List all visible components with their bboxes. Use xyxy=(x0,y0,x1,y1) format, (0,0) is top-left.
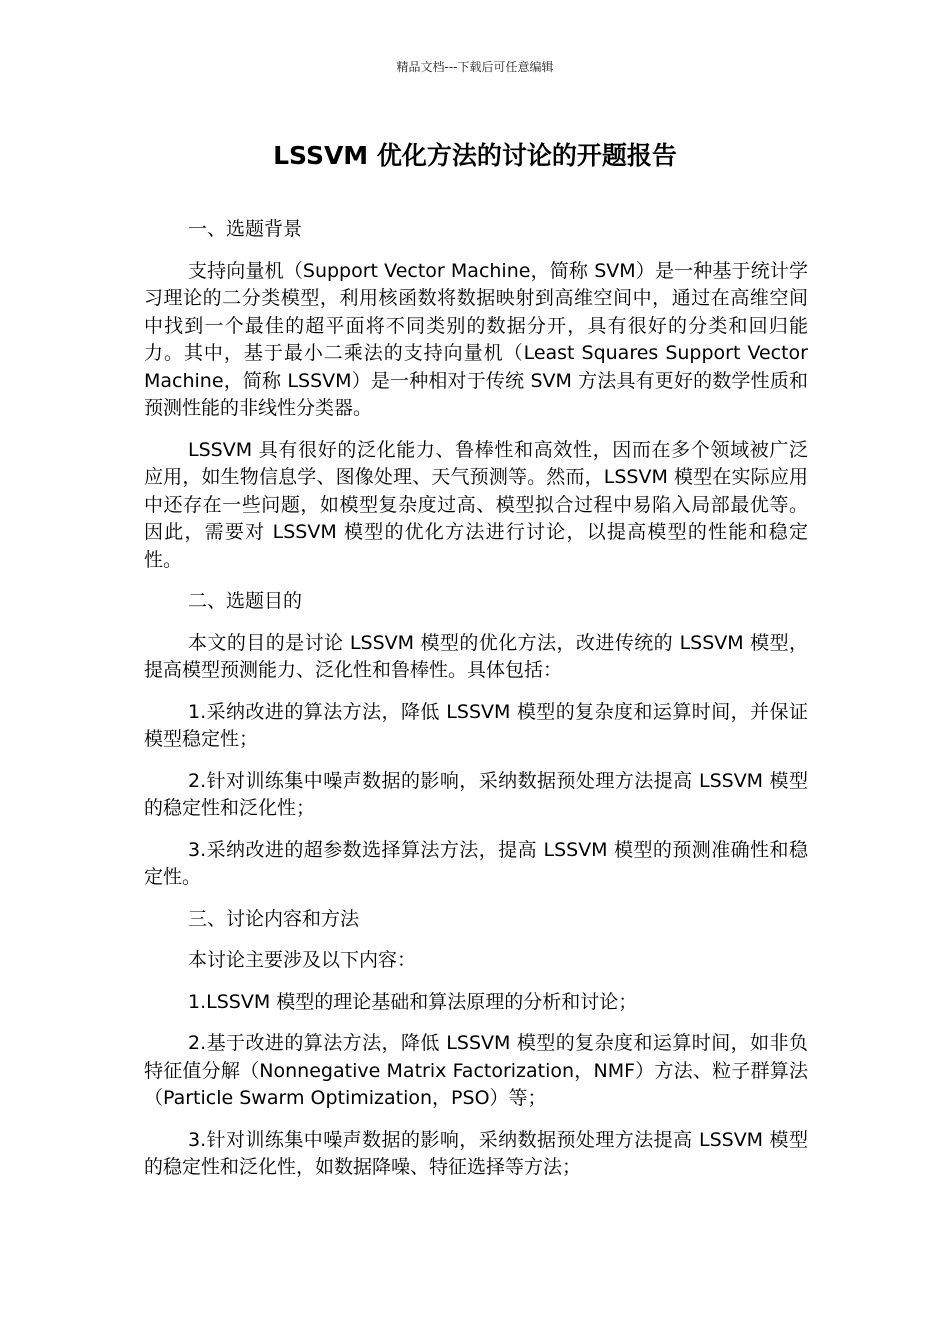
list-item: 2.基于改进的算法方法，降低 LSSVM 模型的复杂度和运算时间，如非负特征值分解（Nonnegative Matrix Factorization，NMF）方法、粒子群算法（Particle Swarm Optimization，PSO）等； xyxy=(144,1032,808,1109)
paragraph: 本文的目的是讨论 LSSVM 模型的优化方法，改进传统的 LSSVM 模型，提高模型预测能力、泛化性和鲁棒性。具体包括： xyxy=(144,631,808,681)
list-item: 3.针对训练集中噪声数据的影响，采纳数据预处理方法提高 LSSVM 模型的稳定性和泛化性，如数据降噪、特征选择等方法； xyxy=(144,1128,808,1178)
list-item: 1.LSSVM 模型的理论基础和算法原理的分析和讨论； xyxy=(188,990,638,1013)
header-note: 精品文档---下载后可任意编辑 xyxy=(396,60,554,74)
document-title: LSSVM 优化方法的讨论的开题报告 xyxy=(273,141,677,170)
section-heading-purpose: 二、选题目的 xyxy=(188,590,303,612)
paragraph: LSSVM 具有很好的泛化能力、鲁棒性和高效性，因而在多个领域被广泛应用，如生物信息学、图像处理、天气预测等。然而，LSSVM 模型在实际应用中还存在一些问题，如模型复杂度过高、模型拟合过程中易陷入局部最优等。因此，需要对 LSSVM 模型的优化方法进行讨论，以提高模型的性能和稳定性。 xyxy=(144,438,808,571)
list-item: 1.采纳改进的算法方法，降低 LSSVM 模型的复杂度和运算时间，并保证模型稳定性； xyxy=(144,700,808,750)
list-item: 3.采纳改进的超参数选择算法方法，提高 LSSVM 模型的预测准确性和稳定性。 xyxy=(144,838,808,888)
list-item: 2.针对训练集中噪声数据的影响，采纳数据预处理方法提高 LSSVM 模型的稳定性和泛化性； xyxy=(144,769,808,819)
paragraph: 支持向量机（Support Vector Machine，简称 SVM）是一种基于统计学习理论的二分类模型，利用核函数将数据映射到高维空间中，通过在高维空间中找到一个最佳的超平面将不同类别的数据分开，具有很好的分类和回归能力。其中，基于最小二乘法的支持向量机（Least Squares Support Vector Machine，简称 LSSVM）是一种相对于传统 SVM 方法具有更好的数学性质和预测性能的非线性分类器。 xyxy=(144,259,808,419)
document-body xyxy=(144,216,808,1196)
section-heading-content-method: 三、讨论内容和方法 xyxy=(188,907,360,930)
paragraph: 本讨论主要涉及以下内容： xyxy=(188,949,417,971)
section-heading-background: 一、选题背景 xyxy=(188,218,303,240)
